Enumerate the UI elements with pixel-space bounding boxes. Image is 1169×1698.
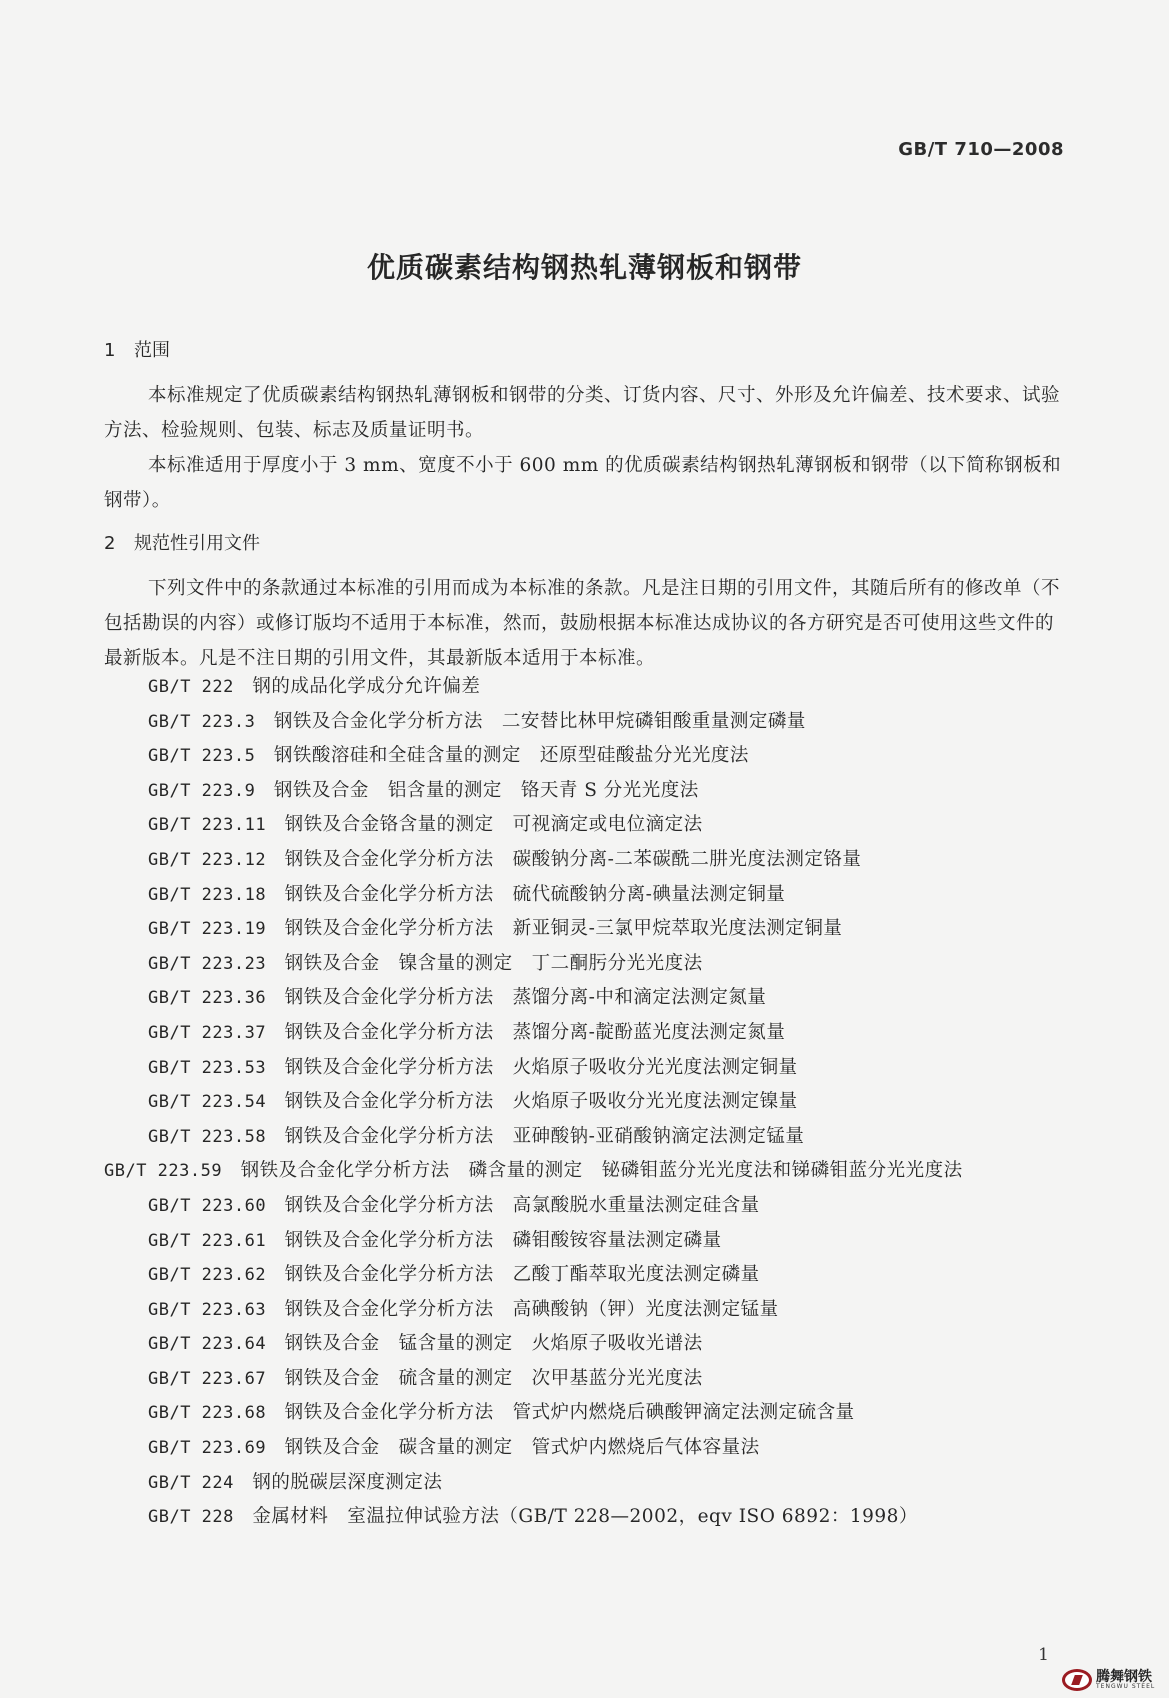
reference-code: GB/T 223.59 <box>104 1161 223 1182</box>
reference-title: 钢铁及合金化学分析方法 管式炉内燃烧后碘酸钾滴定法测定硫含量 <box>284 1402 855 1424</box>
reference-title: 钢铁及合金化学分析方法 蒸馏分离-靛酚蓝光度法测定氮量 <box>284 1021 786 1043</box>
reference-item <box>104 1466 1084 1501</box>
spacer <box>266 1402 285 1423</box>
reference-title: 钢铁及合金 铝含量的测定 铬天青 S 分光光度法 <box>273 779 699 801</box>
spacer <box>266 814 285 835</box>
paragraph: 下列文件中的条款通过本标准的引用而成为本标准的条款。凡是注日期的引用文件，其随后所有的修改单（不包括勘误的内容）或修订版均不适用于本标准，然而，鼓励根据本标准达成协议的各方研究是否可使用这些文件的最新版本。凡是不注日期的引用文件，其最新版本适用于本标准。 <box>104 578 1061 669</box>
reference-code: GB/T 223.58 <box>148 1126 267 1147</box>
spacer <box>266 1057 285 1078</box>
standard-number: GB/T 710—2008 <box>898 139 1064 160</box>
reference-item <box>104 1154 1004 1189</box>
reference-title: 钢铁及合金化学分析方法 新亚铜灵-三氯甲烷萃取光度法测定铜量 <box>284 918 843 940</box>
reference-code: GB/T 223.12 <box>148 849 267 870</box>
reference-code: GB/T 224 <box>148 1472 234 1493</box>
spacer <box>266 918 285 939</box>
reference-item <box>104 947 1084 982</box>
reference-item <box>104 739 1084 774</box>
reference-code: GB/T 223.3 <box>148 711 256 732</box>
reference-item <box>104 981 1084 1016</box>
spacer <box>234 676 253 697</box>
reference-item <box>104 1016 1084 1051</box>
paragraph: 本标准适用于厚度小于 3 mm、宽度不小于 600 mm 的优质碳素结构钢热轧薄钢板和钢带（以下简称钢板和钢带）。 <box>104 455 1062 511</box>
spacer <box>266 1299 285 1320</box>
reference-code: GB/T 223.23 <box>148 953 267 974</box>
section-heading-normative-references <box>104 529 260 555</box>
reference-title: 钢铁及合金化学分析方法 蒸馏分离-中和滴定法测定氮量 <box>284 987 767 1009</box>
reference-item <box>104 1189 1084 1224</box>
reference-item <box>104 1224 1084 1259</box>
spacer <box>266 884 285 905</box>
spacer <box>255 745 274 766</box>
document-title: 优质碳素结构钢热轧薄钢板和钢带 <box>366 251 802 284</box>
spacer <box>266 849 285 870</box>
reference-item <box>104 808 1084 843</box>
reference-item <box>104 1396 1084 1431</box>
reference-code: GB/T 223.37 <box>148 1022 267 1043</box>
page-number: 1 <box>1038 1645 1049 1665</box>
reference-item <box>104 774 1084 809</box>
reference-title: 钢铁及合金化学分析方法 磷含量的测定 铋磷钼蓝分光光度法和锑磷钼蓝分光光度法 <box>240 1160 963 1182</box>
spacer <box>266 1368 285 1389</box>
reference-code: GB/T 223.5 <box>148 746 256 767</box>
reference-list <box>104 670 1084 1535</box>
section-title: 规范性引用文件 <box>134 533 260 554</box>
reference-title: 钢铁及合金化学分析方法 碳酸钠分离-二苯碳酰二肼光度法测定铬量 <box>284 848 862 870</box>
section-title: 范围 <box>134 340 170 361</box>
reference-title: 钢铁及合金化学分析方法 亚砷酸钠-亚硝酸钠滴定法测定锰量 <box>284 1125 805 1147</box>
spacer <box>255 780 274 801</box>
reference-item <box>104 1293 1084 1328</box>
reference-title: 钢铁及合金 碳含量的测定 管式炉内燃烧后气体容量法 <box>284 1437 760 1459</box>
reference-code: GB/T 223.64 <box>148 1334 267 1355</box>
reference-code: GB/T 223.19 <box>148 919 267 940</box>
reference-code: GB/T 223.67 <box>148 1368 267 1389</box>
spacer <box>266 1022 285 1043</box>
reference-code: GB/T 228 <box>148 1507 234 1528</box>
reference-title: 钢铁及合金化学分析方法 磷钼酸铵容量法测定磷量 <box>284 1229 722 1251</box>
spacer <box>266 1126 285 1147</box>
reference-title: 钢铁及合金 锰含量的测定 火焰原子吸收光谱法 <box>284 1333 703 1355</box>
logo-subtext: TENGWU STEEL <box>1096 1683 1156 1690</box>
reference-item <box>104 1051 1084 1086</box>
reference-title: 钢铁及合金铬含量的测定 可视滴定或电位滴定法 <box>284 814 703 836</box>
reference-code: GB/T 222 <box>148 677 234 697</box>
reference-title: 钢铁及合金化学分析方法 硫代硫酸钠分离-碘量法测定铜量 <box>284 883 786 905</box>
reference-item <box>104 878 1084 913</box>
reference-item <box>104 1327 1084 1362</box>
reference-item <box>104 843 1084 878</box>
spacer <box>266 1091 285 1112</box>
reference-title: 钢铁及合金化学分析方法 高氯酸脱水重量法测定硅含量 <box>284 1194 760 1216</box>
reference-item <box>104 1120 1084 1155</box>
publisher-logo <box>1062 1668 1155 1692</box>
reference-code: GB/T 223.60 <box>148 1195 267 1216</box>
reference-title: 钢铁及合金化学分析方法 火焰原子吸收分光光度法测定镍量 <box>284 1091 798 1113</box>
reference-title: 钢铁及合金化学分析方法 高碘酸钠（钾）光度法测定锰量 <box>284 1298 779 1320</box>
reference-code: GB/T 223.68 <box>148 1403 267 1424</box>
reference-code: GB/T 223.11 <box>148 815 267 836</box>
reference-code: GB/T 223.53 <box>148 1057 267 1078</box>
reference-item <box>104 1500 1084 1535</box>
reference-item <box>104 1431 1084 1466</box>
logo-text: 腾舞钢铁 <box>1096 1669 1152 1685</box>
spacer <box>234 1472 253 1493</box>
reference-title: 钢铁及合金化学分析方法 二安替比林甲烷磷钼酸重量测定磷量 <box>273 710 806 732</box>
reference-title: 钢铁及合金化学分析方法 乙酸丁酯萃取光度法测定磷量 <box>284 1264 760 1286</box>
spacer <box>234 1506 253 1527</box>
reference-code: GB/T 223.9 <box>148 780 256 801</box>
spacer <box>266 1264 285 1285</box>
reference-title: 钢铁及合金 镍含量的测定 丁二酮肟分光光度法 <box>284 952 703 974</box>
reference-code: GB/T 223.36 <box>148 988 267 1009</box>
paragraph: 本标准规定了优质碳素结构钢热轧薄钢板和钢带的分类、订货内容、尺寸、外形及允许偏差、技术要求、试验方法、检验规则、包装、标志及质量证明书。 <box>104 385 1061 441</box>
spacer <box>255 711 274 732</box>
reference-title: 钢铁及合金化学分析方法 火焰原子吸收分光光度法测定铜量 <box>284 1056 798 1078</box>
reference-item <box>104 670 1084 705</box>
spacer <box>266 1195 285 1216</box>
reference-item <box>104 912 1084 947</box>
spacer <box>266 953 285 974</box>
section-number: 2 <box>104 533 116 554</box>
section-heading-scope <box>104 336 170 362</box>
spacer <box>266 1333 285 1354</box>
spacer <box>222 1160 241 1181</box>
reference-title: 钢的成品化学成分允许偏差 <box>252 676 481 697</box>
reference-item <box>104 1362 1084 1397</box>
reference-title: 钢的脱碳层深度测定法 <box>252 1471 443 1493</box>
reference-code: GB/T 223.54 <box>148 1092 267 1113</box>
reference-code: GB/T 223.62 <box>148 1265 267 1286</box>
spacer <box>266 1437 285 1458</box>
reference-item <box>104 1258 1084 1293</box>
reference-title: 钢铁酸溶硅和全硅含量的测定 还原型硅酸盐分光光度法 <box>273 745 749 767</box>
reference-item <box>104 1085 1084 1120</box>
reference-code: GB/T 223.63 <box>148 1299 267 1320</box>
spacer <box>266 987 285 1008</box>
reference-code: GB/T 223.18 <box>148 884 267 905</box>
reference-title: 金属材料 室温拉伸试验方法（GB/T 228—2002，eqv ISO 6892：1998） <box>252 1506 918 1528</box>
reference-item <box>104 705 1084 740</box>
reference-code: GB/T 223.61 <box>148 1230 267 1251</box>
section-number: 1 <box>104 340 116 361</box>
reference-title: 钢铁及合金 硫含量的测定 次甲基蓝分光光度法 <box>284 1367 703 1389</box>
logo-mark-icon <box>1062 1669 1092 1691</box>
reference-code: GB/T 223.69 <box>148 1438 267 1459</box>
spacer <box>266 1230 285 1251</box>
